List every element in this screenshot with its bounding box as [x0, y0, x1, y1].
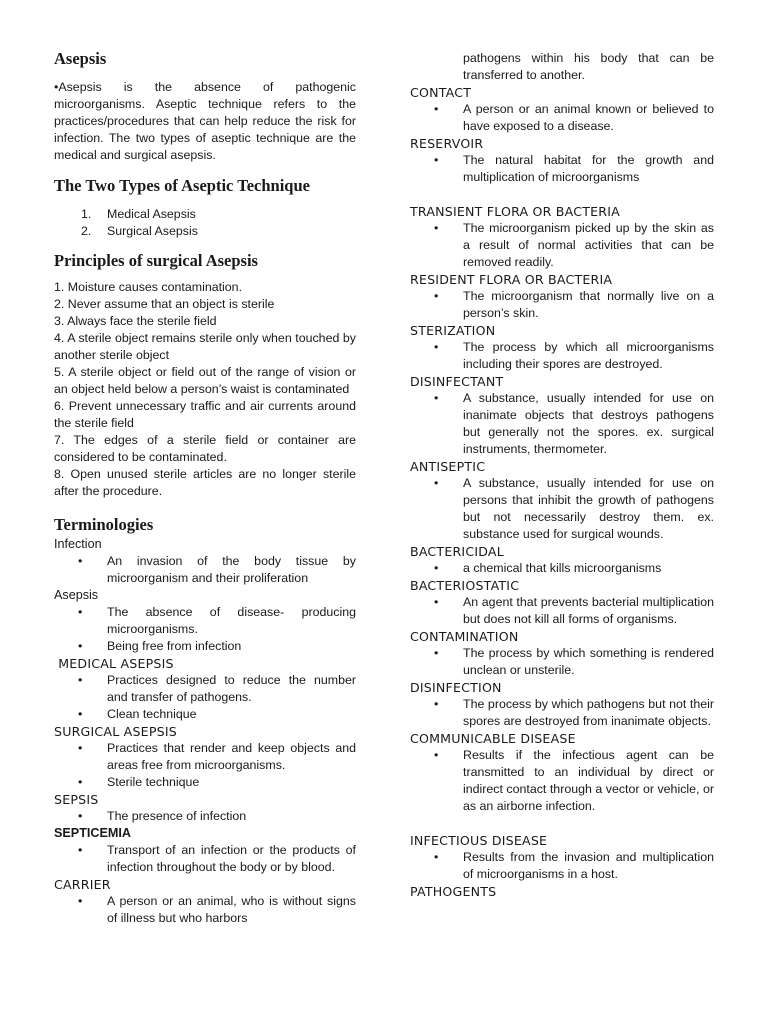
term-title: PATHOGENTS: [410, 884, 497, 899]
term-title: Asepsis: [54, 588, 99, 602]
term-bullet: • Practices designed to reduce the number and transfer of pathogens.: [54, 672, 356, 706]
term-title: RESIDENT FLORA OR BACTERIA: [410, 272, 613, 287]
term-title: COMMUNICABLE DISEASE: [410, 731, 576, 746]
term-entry: [54, 876, 356, 927]
term-entry: [410, 135, 714, 186]
term-title: CARRIER: [54, 877, 111, 892]
section-heading-types: The Two Types of Aseptic Technique: [54, 176, 310, 195]
term-entry: [54, 655, 356, 723]
term-bullet: • The absence of disease- producing microorganisms.: [54, 604, 356, 638]
carryover-text: [410, 50, 714, 84]
term-entry: [410, 628, 714, 679]
term-entry: [54, 723, 356, 791]
principle-item: 5. A sterile object or field out of the range of vision or an object held below a person’s waist is contaminated: [54, 365, 356, 396]
term-title: INFECTIOUS DISEASE: [410, 833, 548, 848]
term-bullet: • The process by which pathogens but not their spores are destroyed from inanimate objects.: [410, 696, 714, 730]
term-bullet: • A substance, usually intended for use on persons that inhibit the growth of pathogens but not necessarily destroy them. ex. substance used for surgical wounds.: [410, 475, 714, 543]
term-bullet: • Being free from infection: [54, 638, 356, 655]
term-bullet: • A person or an animal known or believed to have exposed to a disease.: [410, 101, 714, 135]
term-title: BACTERICIDAL: [410, 544, 504, 559]
term-entry: [410, 883, 714, 900]
term-entry: [410, 458, 714, 543]
term-bullet: • Transport of an infection or the products of infection throughout the body or by blood.: [54, 842, 356, 876]
carryover-line: pathogens within his body that can be: [463, 51, 714, 65]
term-entry: [54, 825, 356, 876]
principle-item: 1. Moisture causes contamination.: [54, 280, 243, 294]
term-title: STERIZATION: [410, 323, 496, 338]
term-bullet: • Practices that render and keep objects and areas free from microorganisms.: [54, 740, 356, 774]
list-item-text: Medical Asepsis: [107, 207, 196, 221]
term-bullet: • The natural habitat for the growth and multiplication of microorganisms: [410, 152, 714, 186]
term-title: DISINFECTANT: [410, 374, 504, 389]
list-number: 1.: [81, 207, 92, 221]
term-title: MEDICAL ASEPSIS: [54, 656, 174, 671]
term-bullet: • The microorganism picked up by the skin as a result of normal activities that can be removed readily.: [410, 220, 714, 271]
section-heading-asepsis: Asepsis: [54, 49, 107, 68]
principle-item: 6. Prevent unnecessary traffic and air currents around the sterile field: [54, 399, 356, 430]
principle-item: 7. The edges of a sterile field or container are considered to be contaminated.: [54, 433, 356, 464]
left-column: [54, 48, 356, 927]
term-bullet: • The microorganism that normally live on a person’s skin.: [410, 288, 714, 322]
term-entry: [410, 373, 714, 458]
section-heading-terminologies: Terminologies: [54, 515, 154, 534]
principle-item: 4. A sterile object remains sterile only when touched by another sterile object: [54, 331, 356, 362]
term-title: RESERVOIR: [410, 136, 484, 151]
list-number: 2.: [81, 224, 92, 238]
term-bullet: • Results from the invasion and multiplication of microorganisms in a host.: [410, 849, 714, 883]
principles-list: [54, 279, 356, 500]
term-title: SEPTICEMIA: [54, 826, 131, 840]
term-bullet: • Clean technique: [54, 706, 356, 723]
principle-item: 2. Never assume that an object is sterile: [54, 297, 275, 311]
term-title: SURGICAL ASEPSIS: [54, 724, 177, 739]
term-entry: [54, 587, 356, 655]
term-bullet: • Sterile technique: [54, 774, 356, 791]
term-entry: [410, 322, 714, 373]
term-bullet: • The process by which something is rendered unclean or unsterile.: [410, 645, 714, 679]
term-entry: [410, 203, 714, 271]
principle-item: 3. Always face the sterile field: [54, 314, 217, 328]
term-entry: [410, 679, 714, 730]
carryover-line: transferred to another.: [463, 68, 585, 82]
term-bullet: • A person or an animal, who is without signs of illness but who harbors: [54, 893, 356, 927]
term-title: CONTAMINATION: [410, 629, 519, 644]
term-title: CONTACT: [410, 85, 472, 100]
term-bullet: • The process by which all microorganisms including their spores are destroyed.: [410, 339, 714, 373]
term-entry: [410, 271, 714, 322]
term-bullet: • A substance, usually intended for use on inanimate objects that destroys pathogens but generally not the spores. ex. surgical instruments, thermometer.: [410, 390, 714, 458]
principle-item: 8. Open unused sterile articles are no longer sterile after the procedure.: [54, 467, 356, 498]
asepsis-paragraph: •Asepsis is the absence of pathogenic microorganisms. Aseptic technique refers to the practices/procedures that can help reduce the risk for infection. The two types of aseptic technique are the medical and surgical asepsis.: [54, 80, 356, 162]
term-title: TRANSIENT FLORA OR BACTERIA: [410, 204, 620, 219]
term-entry: [54, 791, 356, 825]
term-entry: [54, 536, 356, 587]
term-entry: [410, 832, 714, 883]
term-entry: [410, 543, 714, 577]
section-heading-principles: Principles of surgical Asepsis: [54, 251, 258, 270]
list-item: [54, 206, 356, 223]
term-bullet: • Results if the infectious agent can be transmitted to an individual by direct or indirect contact through a vector or vehicle, or as an airborne infection.: [410, 747, 714, 815]
term-entry: [410, 730, 714, 815]
term-title: BACTERIOSTATIC: [410, 578, 520, 593]
term-title: Infection: [54, 537, 102, 551]
right-column: [410, 50, 714, 900]
term-title: ANTISEPTIC: [410, 459, 486, 474]
term-bullet: • The presence of infection: [54, 808, 356, 825]
list-item: [54, 223, 356, 240]
term-entry: [410, 577, 714, 628]
term-title: DISINFECTION: [410, 680, 502, 695]
term-entry: [410, 84, 714, 135]
list-item-text: Surgical Asepsis: [107, 224, 198, 238]
term-title: SEPSIS: [54, 792, 99, 807]
term-bullet: • a chemical that kills microorganisms: [410, 560, 714, 577]
types-list: [54, 206, 356, 240]
term-bullet: • An invasion of the body tissue by microorganism and their proliferation: [54, 553, 356, 587]
term-bullet: • An agent that prevents bacterial multiplication but does not kill all forms of organisms.: [410, 594, 714, 628]
